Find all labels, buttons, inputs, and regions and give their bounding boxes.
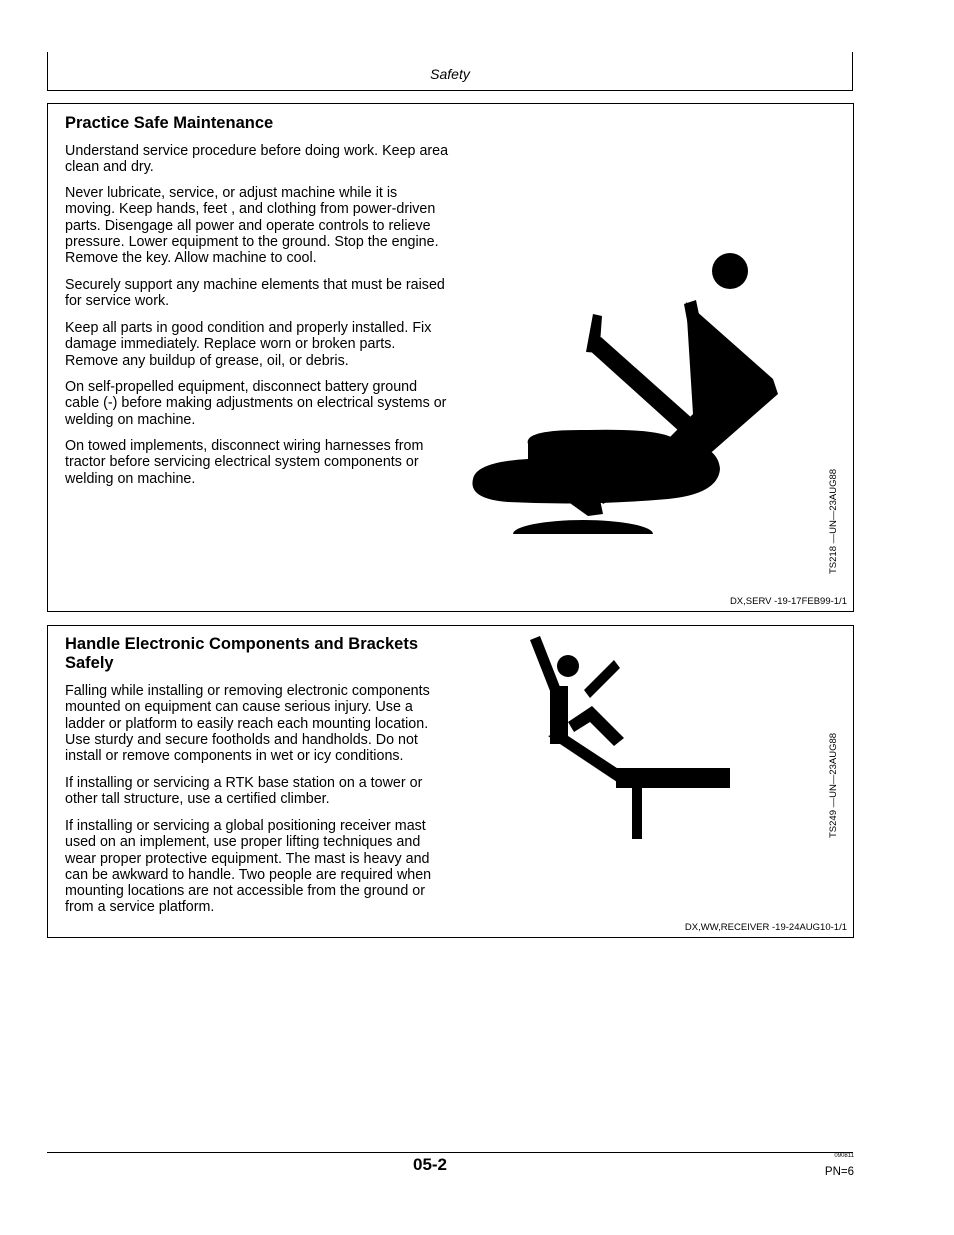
section-title: Practice Safe Maintenance	[65, 114, 274, 132]
reference-code: DX,SERV -19-17FEB99-1/1	[729, 596, 847, 607]
footer-rule	[47, 1152, 853, 1153]
paragraph: If installing or servicing a RTK base station on a tower or other tall structure, use a certified climber.	[65, 775, 423, 808]
section-practice-safe-maintenance	[47, 103, 854, 612]
falling-person-icon	[526, 634, 736, 839]
header-border-bottom	[47, 90, 853, 91]
section-handle-electronic-components	[47, 625, 854, 938]
paragraph: On towed implements, disconnect wiring harnesses from tractor before servicing electrical system components or welding on machine.	[65, 438, 424, 487]
section-title: Handle Electronic Components and Brackets Safely	[65, 635, 419, 672]
paragraph: Falling while installing or removing electronic components mounted on equipment can cause serious injury. Use a ladder or platform to easily reach each mounting location. Use sturdy and secure footholds and handholds. Do not install or remove components in wet or icy conditions.	[65, 683, 430, 765]
figure-id: TS218 —UN—23AUG88	[828, 468, 839, 574]
paragraph: If installing or servicing a global positioning receiver mast used on an implement, use proper lifting techniques and wear proper protective equipment. The mast is heavy and can be awkward to handle. Two people are required when mounting locations are not accessible from the ground or from a service platform.	[65, 818, 432, 916]
reference-code: DX,WW,RECEIVER -19-24AUG10-1/1	[684, 922, 847, 933]
paragraph: Keep all parts in good condition and properly installed. Fix damage immediately. Replace worn or broken parts. Remove any buildup of grease, oil, or debris.	[65, 320, 432, 369]
running-head: Safety	[430, 66, 470, 82]
figure-id: TS249 —UN—23AUG88	[828, 732, 839, 838]
paragraph: Securely support any machine elements that must be raised for service work.	[65, 277, 445, 310]
paragraph: Never lubricate, service, or adjust machine while it is moving. Keep hands, feet , and clothing from power-driven parts. Disengage all power and operate controls to relieve pressure. Lower equipment to the ground. Stop the engine. Remove the key. Allow machine to cool.	[65, 185, 439, 267]
paragraph: Understand service procedure before doing work. Keep area clean and dry.	[65, 143, 449, 176]
pn-label: PN=6	[824, 1166, 854, 1178]
puddle-shape	[468, 424, 788, 524]
paragraph: On self-propelled equipment, disconnect battery ground cable (-) before making adjustments on electrical systems or welding on machine.	[65, 379, 447, 428]
footer-code: 090811	[834, 1153, 854, 1159]
page-number: 05-2	[412, 1155, 448, 1174]
